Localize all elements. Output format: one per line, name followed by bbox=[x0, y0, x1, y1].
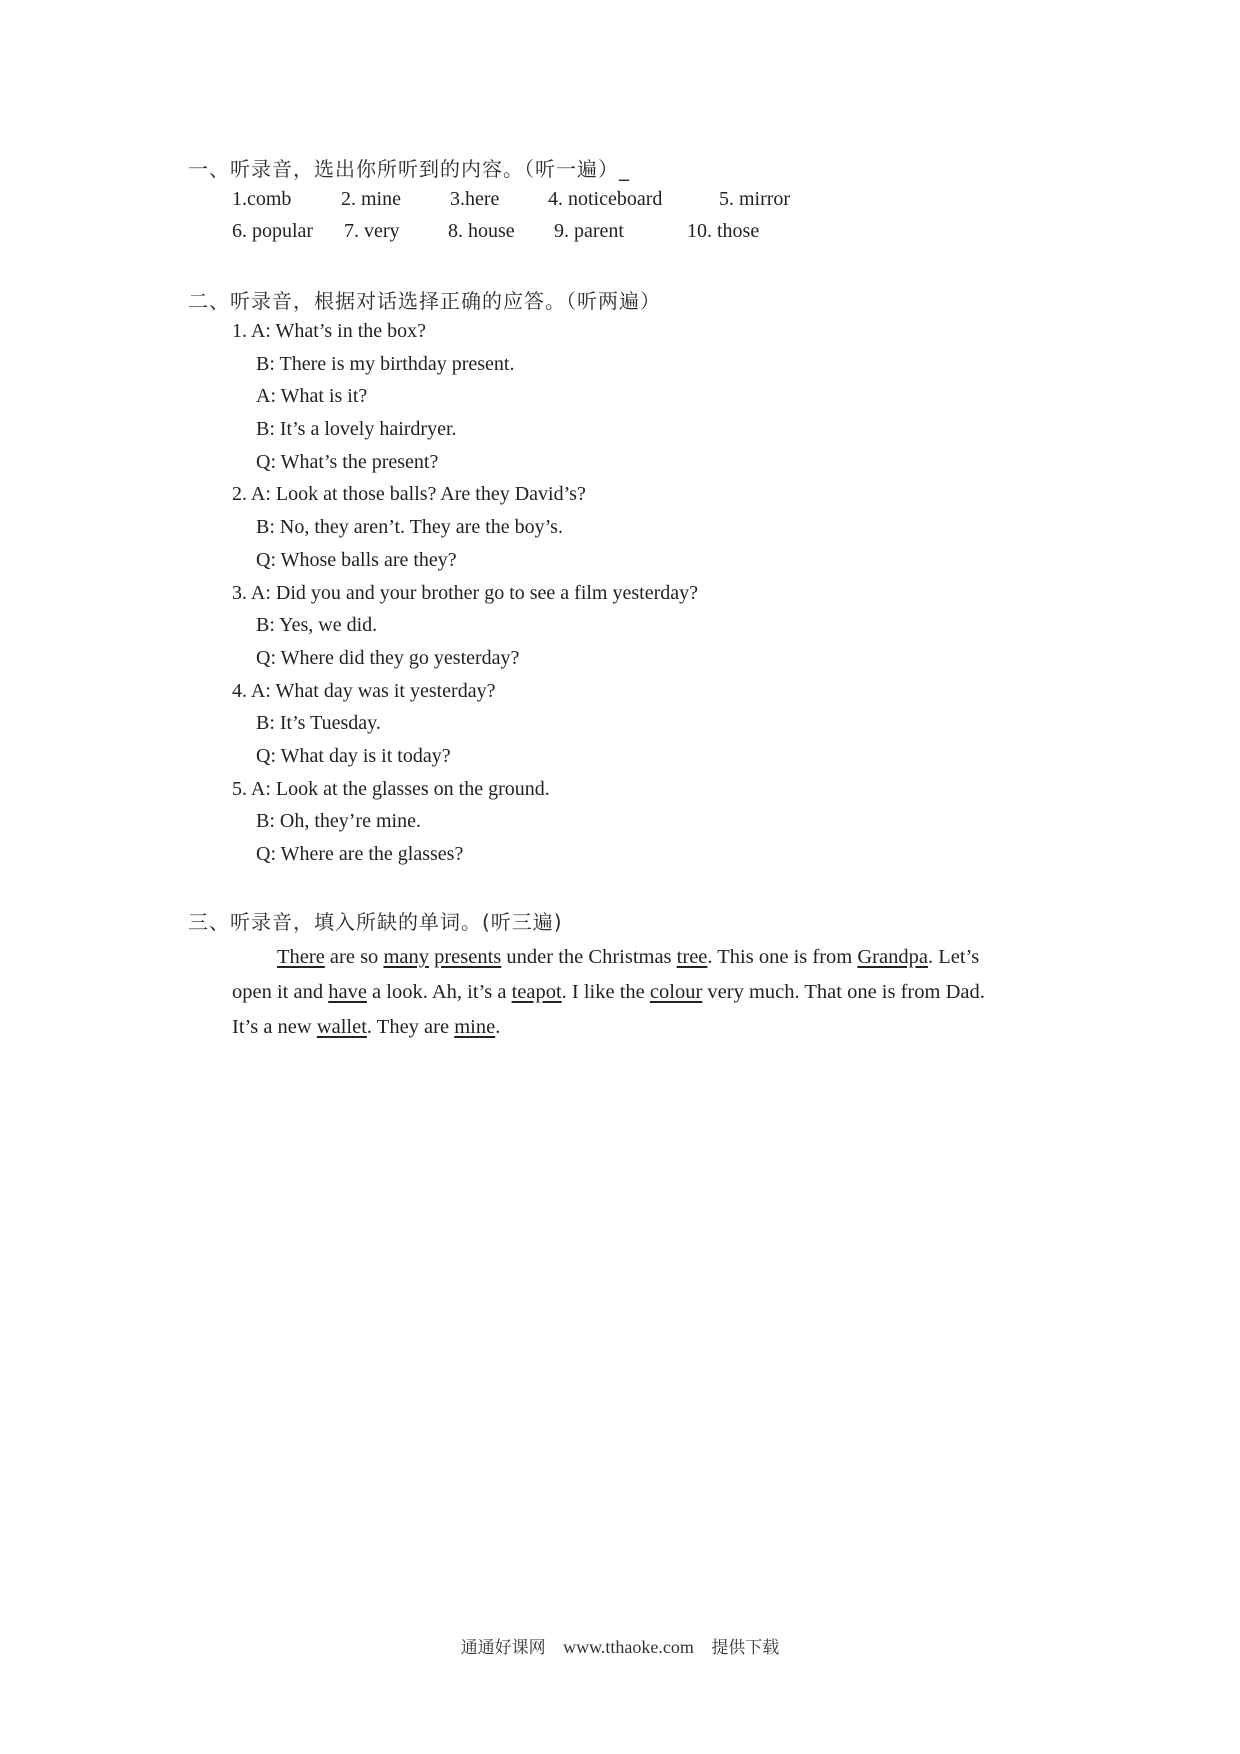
filled-blank: colour bbox=[649, 981, 703, 1003]
cloze-paragraph bbox=[232, 940, 1062, 1045]
section-2-title: 二、听录音，根据对话选择正确的应答。（听两遍） bbox=[188, 289, 661, 313]
filled-blank: teapot bbox=[511, 981, 562, 1003]
dialogue-line: B: It’s Tuesday. bbox=[256, 712, 381, 734]
paragraph-line bbox=[232, 975, 1062, 1010]
word-option: 10. those bbox=[687, 220, 760, 242]
dialogue-line: 1. A: What’s in the box? bbox=[232, 320, 427, 342]
paragraph-text: . I like the bbox=[561, 981, 650, 1003]
paragraph-text: . Let’s bbox=[927, 946, 980, 968]
filled-blank: many bbox=[383, 946, 429, 968]
paragraph-text: open it and bbox=[232, 981, 329, 1003]
dialogue-line: 3. A: Did you and your brother go to see a film yesterday? bbox=[232, 582, 698, 604]
word-option: 9. parent bbox=[554, 220, 624, 242]
footer-suffix: 提供下载 bbox=[711, 1638, 780, 1658]
filled-blank: presents bbox=[434, 946, 502, 968]
word-option: 7. very bbox=[344, 220, 400, 242]
word-option: 2. mine bbox=[341, 188, 401, 210]
paragraph-text: . bbox=[495, 1016, 501, 1038]
page-footer bbox=[0, 1633, 1240, 1658]
dialogue-line: B: No, they aren’t. They are the boy’s. bbox=[256, 516, 563, 538]
filled-blank: mine bbox=[454, 1016, 496, 1038]
footer-url: www.tthaoke.com bbox=[563, 1637, 694, 1657]
word-option: 3.here bbox=[450, 188, 500, 210]
dialogue-line: Q: Where did they go yesterday? bbox=[256, 647, 520, 669]
dialogue-line: Q: What’s the present? bbox=[256, 451, 439, 473]
word-option: 8. house bbox=[448, 220, 515, 242]
dialogue-line: 4. A: What day was it yesterday? bbox=[232, 680, 496, 702]
paragraph-text: a look. Ah, it’s a bbox=[366, 981, 512, 1003]
paragraph-text: . This one is from bbox=[707, 946, 858, 968]
dialogue-line: B: Yes, we did. bbox=[256, 614, 378, 636]
word-option: 4. noticeboard bbox=[548, 188, 663, 210]
paragraph-text: It’s a new bbox=[232, 1016, 317, 1038]
footer-site-name: 通通好课网 bbox=[460, 1638, 546, 1658]
section-3-title: 三、听录音，填入所缺的单词。(听三遍) bbox=[188, 910, 563, 934]
filled-blank: There bbox=[277, 946, 325, 968]
dialogue-line: B: Oh, they’re mine. bbox=[256, 810, 421, 832]
filled-blank: tree bbox=[676, 946, 708, 968]
filled-blank: Grandpa bbox=[857, 946, 928, 968]
paragraph-line bbox=[232, 940, 1062, 975]
dialogue-line: 5. A: Look at the glasses on the ground. bbox=[232, 778, 550, 800]
paragraph-text: are so bbox=[324, 946, 384, 968]
paragraph-text: very much. That one is from Dad. bbox=[702, 981, 985, 1003]
section-1-title: 一、听录音，选出你所听到的内容。（听一遍）_ bbox=[188, 157, 630, 181]
paragraph-line bbox=[232, 1010, 1062, 1045]
paragraph-text: under the Christmas bbox=[501, 946, 677, 968]
word-option: 1.comb bbox=[232, 188, 292, 210]
dialogue-line: A: What is it? bbox=[256, 385, 368, 407]
dialogue-line: B: It’s a lovely hairdryer. bbox=[256, 418, 457, 440]
dialogue-line: Q: What day is it today? bbox=[256, 745, 451, 767]
dialogue-line: Q: Whose balls are they? bbox=[256, 549, 457, 571]
filled-blank: wallet bbox=[316, 1016, 367, 1038]
dialogue-line: B: There is my birthday present. bbox=[256, 353, 515, 375]
dialogue-line: Q: Where are the glasses? bbox=[256, 843, 464, 865]
filled-blank: have bbox=[328, 981, 367, 1003]
paragraph-text: . They are bbox=[366, 1016, 455, 1038]
word-option: 6. popular bbox=[232, 220, 314, 242]
dialogue-line: 2. A: Look at those balls? Are they David’s? bbox=[232, 483, 586, 505]
word-option: 5. mirror bbox=[719, 188, 791, 210]
